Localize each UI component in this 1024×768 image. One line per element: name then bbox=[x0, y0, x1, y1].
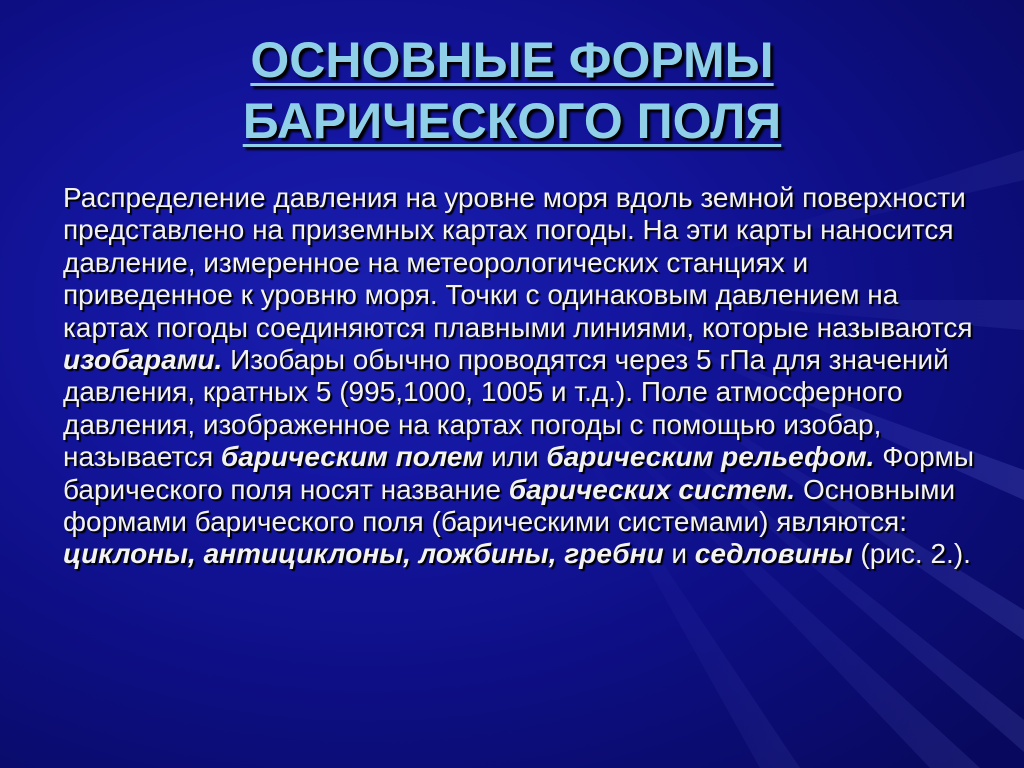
text-segment-1: Распределение давления на уровне моря вдоль земной поверхности представлено на приземных картах погоды. На эти карты наносится давление, измеренное на метеорологических станциях и приведенное к уровню моря. Точки с одинаковым давлением на картах погоды соединяются плавными линиями, которые называются bbox=[63, 182, 973, 343]
text-segment-6: и bbox=[663, 538, 695, 570]
text-segment-5: Основными формами барического поля (барическими системами) являются: bbox=[63, 473, 956, 538]
title-line-2: БАРИЧЕСКОГО ПОЛЯ bbox=[242, 93, 782, 149]
text-segment-3: или bbox=[483, 441, 547, 473]
term-cyclones-list: циклоны, антициклоны, ложбины, гребни bbox=[63, 538, 664, 570]
slide-title bbox=[0, 30, 1024, 152]
text-segment-7: (рис. 2.). bbox=[852, 538, 971, 570]
term-saddles: седловины bbox=[694, 538, 853, 570]
term-baric-relief: барическим рельефом. bbox=[546, 441, 875, 473]
term-baric-systems: барических систем. bbox=[508, 473, 796, 505]
term-isobars: изобарами. bbox=[63, 344, 223, 376]
text-segment-4: Формы барического поля носят название bbox=[63, 441, 975, 505]
term-baric-field: барическим полем bbox=[220, 441, 484, 473]
title-line-1: ОСНОВНЫЕ ФОРМЫ bbox=[250, 32, 774, 88]
text-segment-2: Изобары обычно проводятся через 5 гПа для значений давления, кратных 5 (995,1000, 1005 и т.д.). Поле атмосферного давления, изображенное на картах погоды с помощью изобар, называется bbox=[63, 344, 949, 473]
body-paragraph bbox=[63, 182, 983, 571]
